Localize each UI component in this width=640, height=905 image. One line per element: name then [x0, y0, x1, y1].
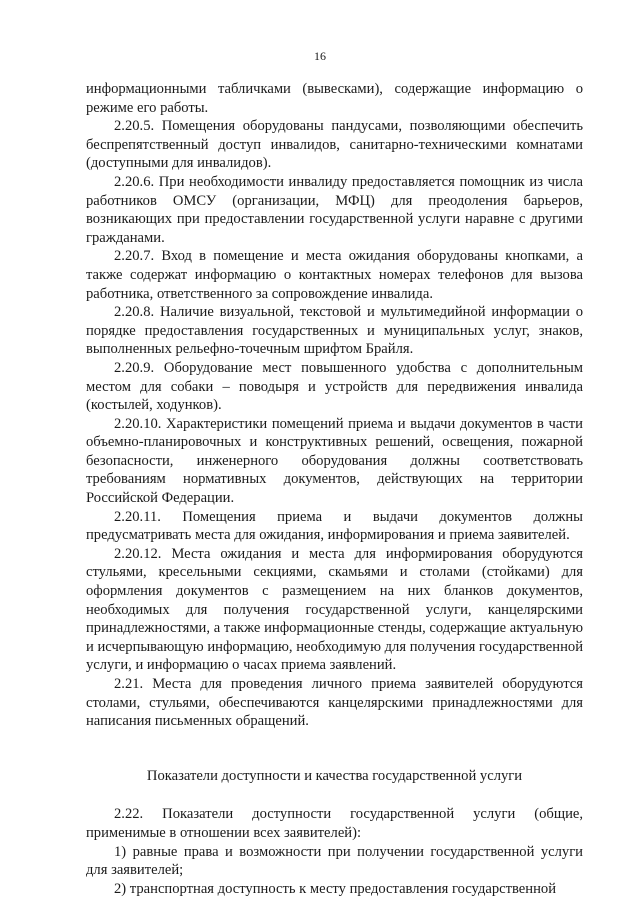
paragraph-continuation: информационными табличками (вывесками), содержащие информацию о режиме его работы.	[86, 81, 583, 116]
paragraph-2-21: 2.21. Места для проведения личного приема заявителей оборудуются столами, стульями, обеспечиваются канцелярскими принадлежностями для написания письменных обращений.	[86, 676, 583, 730]
list-item-1: 1) равные права и возможности при получении государственной услуги для заявителей;	[86, 843, 583, 879]
paragraph-2-20-11: 2.20.11. Помещения приема и выдачи документов должны предусматривать места для ожидания, информирования и приема заявителей.	[86, 508, 583, 544]
section-heading: Показатели доступности и качества государственной услуги	[146, 767, 523, 784]
document-body	[86, 80, 583, 898]
paragraph-2-22: 2.22. Показатели доступности государственной услуги (общие, применимые в отношении всех заявителей):	[86, 806, 583, 841]
paragraph-2-20-5: 2.20.5. Помещения оборудованы пандусами, позволяющими обеспечить беспрепятственный доступ инвалидов, санитарно-техническими комнатами (доступными для инвалидов).	[86, 118, 583, 172]
paragraph-2-20-9: 2.20.9. Оборудование мест повышенного удобства с дополнительным местом для собаки – поводыря и устройств для передвижения инвалида (костылей, ходунков).	[86, 359, 583, 414]
list-item-2: 2) транспортная доступность к месту предоставления государственной	[114, 880, 557, 897]
paragraph-2-20-8: 2.20.8. Наличие визуальной, текстовой и мультимедийной информации о порядке предоставления государственных и муниципальных услуг, знаков, выполненных рельефно-точечным шрифтом Брайля.	[86, 304, 583, 358]
paragraph-2-20-6: 2.20.6. При необходимости инвалиду предоставляется помощник из числа работников ОМСУ (организации, МФЦ) для преодоления барьеров, возникающих при предоставлении государственной услуги наравне с другими гражданами.	[86, 173, 583, 246]
paragraph-2-20-12: 2.20.12. Места ожидания и места для информирования оборудуются стульями, кресельными секциями, скамьями и столами (стойками) для оформления документов с размещением на них бланков документов, необходимых для получения государственной услуги, канцелярскими принадлежностями, а также информационные стенды, содержащие актуальную и исчерпывающую информацию, необходимую для получения государственной услуги, и информацию о часах приема заявлений.	[86, 545, 583, 674]
paragraph-2-20-10: 2.20.10. Характеристики помещений приема и выдачи документов в части объемно-планировочных и конструктивных решений, освещения, пожарной безопасности, инженерного оборудования должны соответствовать требованиям нормативных документов, действующих на территории Российской Федерации.	[86, 415, 583, 507]
paragraph-2-20-7: 2.20.7. Вход в помещение и места ожидания оборудованы кнопками, а также содержат информацию о контактных номерах телефонов для вызова работника, ответственного за сопровождение инвалида.	[86, 248, 583, 302]
page-number: 16	[314, 49, 326, 63]
